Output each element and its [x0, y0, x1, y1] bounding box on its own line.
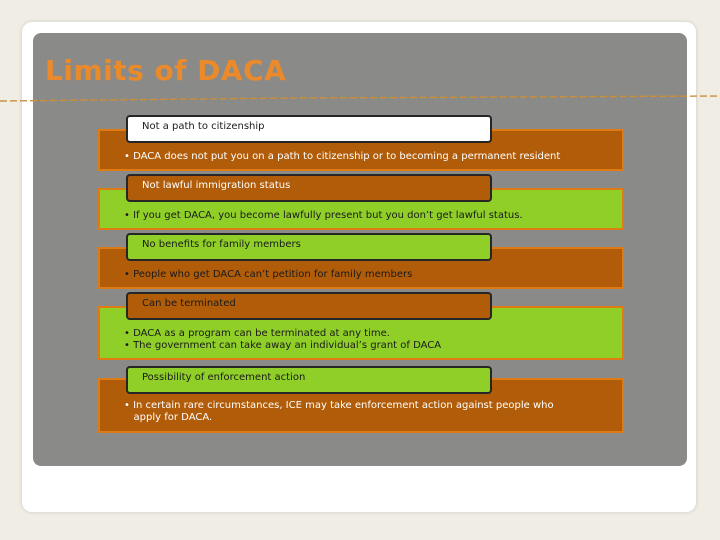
- decorative-dashed-line: [0, 96, 720, 102]
- limit-item-enforcement: [98, 366, 626, 434]
- slide-title: Limits of DACA: [45, 54, 287, 87]
- item-bullet: • DACA as a program can be terminated at any time.: [124, 328, 390, 339]
- limit-item-family-benefits: [98, 233, 626, 289]
- item-bullet: apply for DACA.: [124, 412, 213, 423]
- item-bullet: • In certain rare circumstances, ICE may take enforcement action against people who: [124, 400, 554, 411]
- limit-item-termination: [98, 292, 626, 360]
- limit-item-lawful-status: [98, 174, 626, 230]
- item-bullet: • People who get DACA can’t petition for family members: [124, 269, 413, 280]
- item-heading: Not a path to citizenship: [126, 115, 492, 143]
- item-bullet: • If you get DACA, you become lawfully present but you don’t get lawful status.: [124, 210, 523, 221]
- item-heading: No benefits for family members: [126, 233, 492, 261]
- item-heading: Can be terminated: [126, 292, 492, 320]
- limit-item-citizenship: [98, 115, 626, 171]
- item-heading: Not lawful immigration status: [126, 174, 492, 202]
- item-bullet: • The government can take away an individual’s grant of DACA: [124, 340, 442, 351]
- item-heading: Possibility of enforcement action: [126, 366, 492, 394]
- item-bullet: • DACA does not put you on a path to citizenship or to becoming a permanent resident: [124, 151, 561, 162]
